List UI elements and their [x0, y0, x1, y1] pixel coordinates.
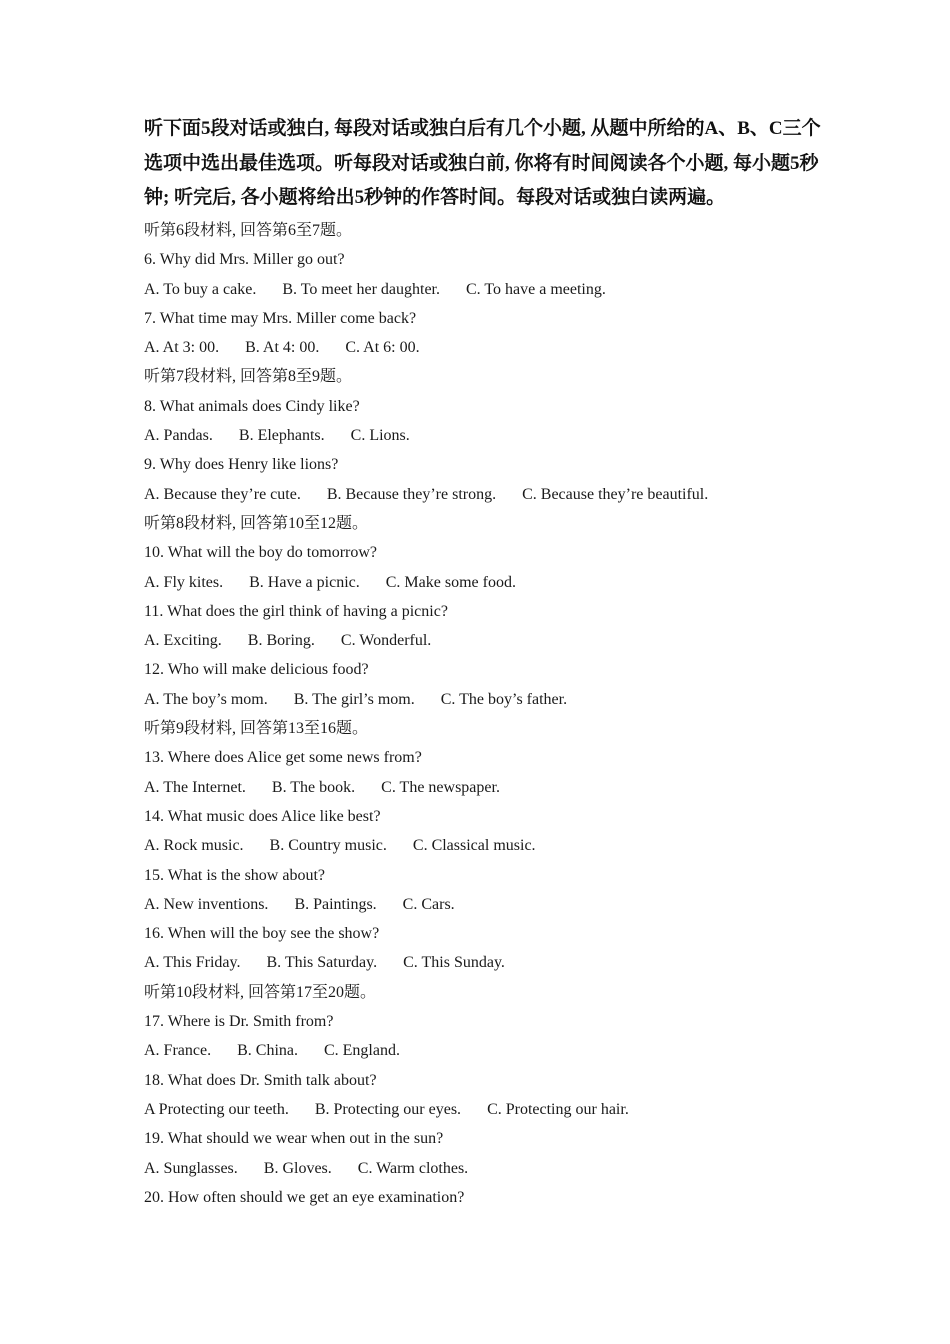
- instructions-paragraph: 听下面5段对话或独白, 每段对话或独白后有几个小题, 从题中所给的A、B、C三个选项中选出最佳选项。听每段对话或独白前, 你将有时间阅读各个小题, 每小题5秒钟; 听完后, 各小题将给出5秒钟的作答时间。每段对话或独白读两遍。: [144, 118, 821, 208]
- answer-option: C. At 6: 00.: [345, 339, 420, 357]
- answer-option: B. To meet her daughter.: [282, 280, 440, 298]
- answer-option: A. Fly kites.: [144, 573, 224, 591]
- question-text: 16. When will the boy see the show?: [144, 925, 380, 943]
- answer-option: C. Warm clothes.: [357, 1159, 469, 1177]
- answer-option: B. Because they’re strong.: [326, 485, 497, 503]
- answer-option: C. This Sunday.: [403, 954, 505, 972]
- answer-option: C. Wonderful.: [340, 632, 432, 650]
- answer-options: [144, 568, 824, 597]
- question-text: 7. What time may Mrs. Miller come back?: [144, 309, 417, 327]
- answer-option: B. This Saturday.: [266, 954, 378, 972]
- answer-option: A. France.: [144, 1042, 212, 1060]
- answer-option: B. At 4: 00.: [245, 339, 320, 357]
- answer-option: B. The girl’s mom.: [293, 690, 415, 708]
- answer-option: C. Lions.: [350, 427, 410, 445]
- answer-options: [144, 421, 824, 450]
- answer-option: A. Sunglasses.: [144, 1159, 238, 1177]
- answer-option: B. Protecting our eyes.: [314, 1100, 462, 1118]
- answer-option: A. At 3: 00.: [144, 339, 220, 357]
- answer-option: B. Elephants.: [238, 427, 325, 445]
- answer-option: C. Protecting our hair.: [487, 1100, 629, 1118]
- answer-option: B. China.: [237, 1042, 298, 1060]
- answer-option: C. Cars.: [402, 895, 455, 913]
- answer-option: C. Make some food.: [385, 573, 516, 591]
- section-heading: 听第6段材料, 回答第6至7题。: [144, 222, 353, 239]
- answer-options: [144, 275, 824, 304]
- answer-option: A Protecting our teeth.: [144, 1100, 289, 1118]
- answer-option: A. This Friday.: [144, 954, 241, 972]
- answer-option: A. New inventions.: [144, 895, 269, 913]
- answer-option: C. The newspaper.: [381, 778, 500, 796]
- answer-option: A. Pandas.: [144, 427, 213, 445]
- answer-options: [144, 1154, 824, 1183]
- answer-option: A. Rock music.: [144, 837, 244, 855]
- answer-option: C. Classical music.: [412, 837, 536, 855]
- answer-options: [144, 948, 824, 977]
- answer-option: B. Paintings.: [294, 895, 377, 913]
- answer-option: A. Exciting.: [144, 632, 222, 650]
- question-text: 19. What should we wear when out in the sun?: [144, 1130, 444, 1148]
- answer-option: B. Gloves.: [263, 1159, 332, 1177]
- answer-option: A. Because they’re cute.: [144, 485, 301, 503]
- question-text: 18. What does Dr. Smith talk about?: [144, 1071, 377, 1089]
- answer-option: C. The boy’s father.: [440, 690, 568, 708]
- section-heading: 听第9段材料, 回答第13至16题。: [144, 720, 369, 738]
- answer-option: C. Because they’re beautiful.: [522, 485, 709, 503]
- question-text: 17. Where is Dr. Smith from?: [144, 1013, 334, 1031]
- answer-option: C. England.: [323, 1042, 400, 1060]
- answer-options: [144, 685, 824, 714]
- answer-options: [144, 1036, 824, 1065]
- answer-option: C. To have a meeting.: [465, 280, 606, 298]
- question-text: 9. Why does Henry like lions?: [144, 456, 339, 474]
- answer-option: A. To buy a cake.: [144, 280, 257, 298]
- answer-option: B. Country music.: [269, 837, 387, 855]
- question-text: 13. Where does Alice get some news from?: [144, 749, 422, 767]
- answer-option: A. The Internet.: [144, 778, 246, 796]
- question-list: [144, 216, 824, 1212]
- answer-options: [144, 1095, 824, 1124]
- answer-options: [144, 480, 824, 509]
- answer-option: B. Have a picnic.: [249, 573, 360, 591]
- question-text: 14. What music does Alice like best?: [144, 807, 381, 825]
- question-text: 10. What will the boy do tomorrow?: [144, 544, 377, 562]
- answer-options: [144, 831, 824, 860]
- question-text: 12. Who will make delicious food?: [144, 661, 369, 679]
- question-text: 6. Why did Mrs. Miller go out?: [144, 251, 345, 269]
- section-heading: 听第8段材料, 回答第10至12题。: [144, 514, 369, 532]
- question-text: 8. What animals does Cindy like?: [144, 397, 360, 415]
- answer-option: B. The book.: [271, 778, 356, 796]
- answer-option: A. The boy’s mom.: [144, 690, 268, 708]
- question-text: 20. How often should we get an eye examination?: [144, 1188, 465, 1206]
- answer-options: [144, 333, 824, 362]
- answer-options: [144, 773, 824, 802]
- answer-option: B. Boring.: [247, 632, 315, 650]
- question-text: 15. What is the show about?: [144, 866, 326, 884]
- section-heading: 听第10段材料, 回答第17至20题。: [144, 983, 377, 1001]
- answer-options: [144, 626, 824, 655]
- section-heading: 听第7段材料, 回答第8至9题。: [144, 368, 353, 386]
- question-text: 11. What does the girl think of having a picnic?: [144, 602, 448, 620]
- answer-options: [144, 890, 824, 919]
